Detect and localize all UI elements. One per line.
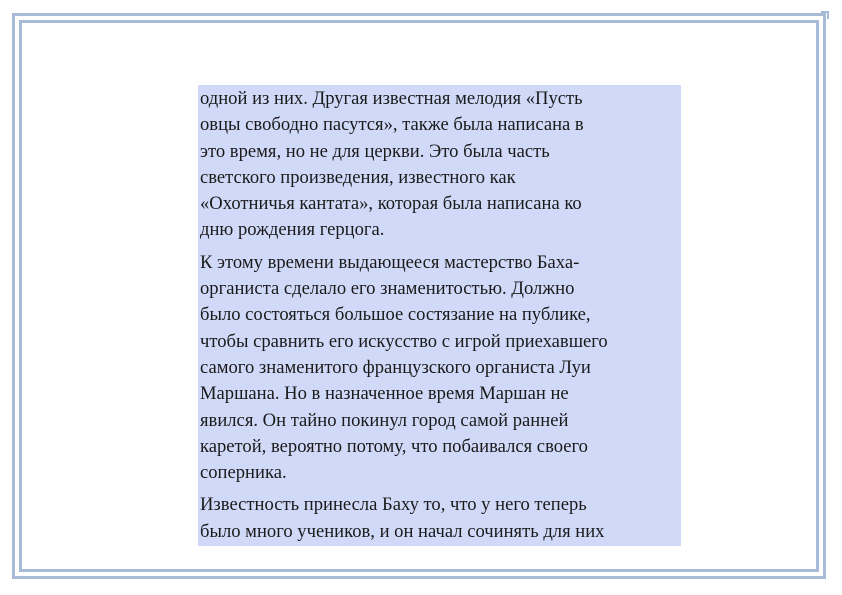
text-line: чтобы сравнить его искусство с игрой приехавшего (200, 330, 608, 352)
text-line: одной из них. Другая известная мелодия «Пусть (200, 88, 583, 109)
text-line: было много учеников, и он начал сочинять для них (200, 520, 605, 542)
paragraph-1 (200, 86, 679, 244)
text-line: каретой, вероятно потому, что побаивался своего (200, 435, 588, 457)
text-line: Маршана. Но в назначенное время Маршан не (200, 383, 569, 405)
paragraph-3 (200, 492, 679, 545)
paragraph-2 (200, 250, 679, 487)
text-line: дню рождения герцога. (200, 219, 385, 241)
text-line: К этому времени выдающееся мастерство Баха- (200, 251, 580, 273)
text-line: самого знаменитого французского органиста Луи (200, 356, 591, 378)
text-block (198, 85, 681, 546)
text-line: органиста сделало его знаменитостью. Должно (200, 278, 575, 300)
text-line: соперника. (200, 462, 287, 484)
text-line: Известность принесла Баху то, что у него теперь (200, 494, 587, 516)
text-line: явился. Он тайно покинул город самой ранней (200, 409, 569, 431)
text-line: это время, но не для церкви. Это была часть (200, 140, 550, 162)
text-line: светского произведения, известного как (200, 166, 516, 188)
text-line: было состояться большое состязание на публике, (200, 304, 591, 326)
frame-corner-accent (821, 11, 829, 19)
text-line: овцы свободно пасутся», также была написана в (200, 114, 584, 136)
text-line: «Охотничья кантата», которая была написана ко (200, 193, 582, 215)
